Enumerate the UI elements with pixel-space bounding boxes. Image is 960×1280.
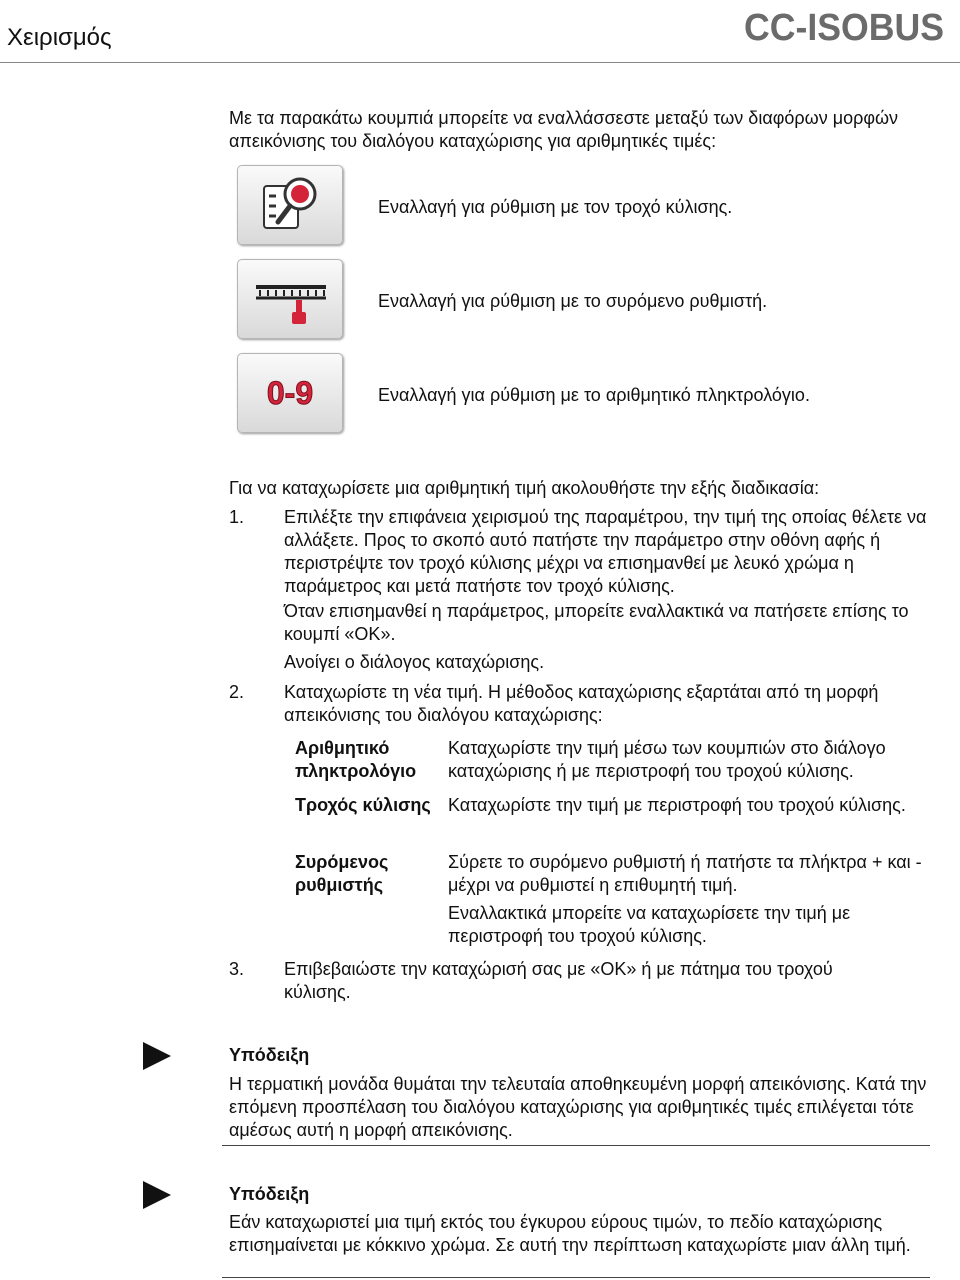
hint-title: Υπόδειξη	[229, 1184, 310, 1204]
slider-icon	[238, 260, 342, 338]
procedure-intro: Για να καταχωρίσετε μια αριθμητική τιμή ακολουθήστε την εξής διαδικασία:	[229, 478, 820, 498]
step-3-text: Επιβεβαιώστε την καταχώρισή σας με «OK» ή με πάτημα του τροχού κύλισης.	[284, 959, 833, 1002]
hint-divider	[222, 1277, 930, 1278]
method-term: Τροχός κύλισης	[295, 795, 431, 815]
hint-title: Υπόδειξη	[229, 1045, 310, 1065]
numeric-keypad-mode-label: Εναλλαγή για ρύθμιση με το αριθμητικό πληκτρολόγιο.	[378, 385, 810, 405]
method-definition-alt: Εναλλακτικά μπορείτε να καταχωρίσετε την τιμή με περιστροφή του τροχού κύλισης.	[448, 903, 851, 946]
svg-text:CC-ISOBUS: CC-ISOBUS	[744, 7, 944, 48]
hint-arrow-icon	[143, 1042, 171, 1070]
hint-text: Εάν καταχωριστεί μια τιμή εκτός του έγκυρου εύρους τιμών, το πεδίο καταχώρισης επισημαίνεται με κόκκινο χρώμα. Σε αυτή την περίπτωση καταχωρίστε μιαν άλλη τιμή.	[229, 1212, 911, 1255]
hint-divider	[222, 1145, 930, 1146]
method-term: Συρόμενος ρυθμιστής	[295, 852, 389, 895]
method-definition: Σύρετε το συρόμενο ρυθμιστή ή πατήστε τα πλήκτρα + και - μέχρι να ρυθμιστεί η επιθυμητή τιμή.	[448, 852, 922, 895]
scroll-wheel-mode-label: Εναλλαγή για ρύθμιση με τον τροχό κύλισης.	[378, 197, 733, 217]
svg-text:0-9: 0-9	[266, 375, 314, 411]
isobus-logo	[744, 6, 944, 48]
step-2-text: Καταχωρίστε τη νέα τιμή. Η μέθοδος καταχώρισης εξαρτάται από τη μορφή απεικόνισης του διαλόγου καταχώρισης:	[284, 682, 879, 725]
hint-text: Η τερματική μονάδα θυμάται την τελευταία αποθηκευμένη μορφή απεικόνισης. Κατά την επόμενη προσπέλαση του διαλόγου καταχώρισης για αριθμητικές τιμές επιλέγεται τότε αμέσως αυτή η μορφή απεικόνισης.	[229, 1074, 927, 1140]
step-1-text: Επιλέξτε την επιφάνεια χειρισμού της παραμέτρου, την τιμή της οποίας θέλετε να αλλάξετε. Προς το σκοπό αυτό πατήστε την παράμετρο στην οθόνη αφής ή περιστρέψτε τον τροχό κύλισης μέχρι να επισημανθεί με λευκό χρώμα η παράμετρος και μετά πατήστε τον τροχό κύλισης.	[284, 507, 927, 596]
method-definition: Καταχωρίστε την τιμή με περιστροφή του τροχού κύλισης.	[448, 795, 906, 815]
intro-text: Με τα παρακάτω κουμπιά μπορείτε να εναλλάσσεστε μεταξύ των διαφόρων μορφών απεικόνισης του διαλόγου καταχώρισης για αριθμητικές τιμές:	[229, 108, 899, 151]
page-title: Χειρισμός	[7, 24, 112, 51]
step-number: 2.	[229, 682, 245, 702]
header-divider	[0, 62, 960, 63]
method-term: Αριθμητικό πληκτρολόγιο	[295, 738, 417, 781]
step-1-result: Ανοίγει ο διάλογος καταχώρισης.	[284, 652, 545, 672]
step-number: 3.	[229, 959, 245, 979]
step-1-alt-text: Όταν επισημανθεί η παράμετρος, μπορείτε εναλλακτικά να πατήσετε επίσης το κουμπί «OK».	[284, 601, 909, 644]
scroll-wheel-mode-button[interactable]	[237, 165, 343, 245]
slider-mode-button[interactable]	[237, 259, 343, 339]
numeric-keypad-mode-button[interactable]	[237, 353, 343, 433]
hint-arrow-icon	[143, 1181, 171, 1209]
method-definition: Καταχωρίστε την τιμή μέσω των κουμπιών στο διάλογο καταχώρισης ή με περιστροφή του τροχού κύλισης.	[448, 738, 886, 781]
numeric-keypad-icon	[238, 354, 342, 432]
scroll-wheel-icon	[238, 166, 342, 244]
slider-mode-label: Εναλλαγή για ρύθμιση με το συρόμενο ρυθμιστή.	[378, 291, 768, 311]
step-number: 1.	[229, 507, 245, 527]
